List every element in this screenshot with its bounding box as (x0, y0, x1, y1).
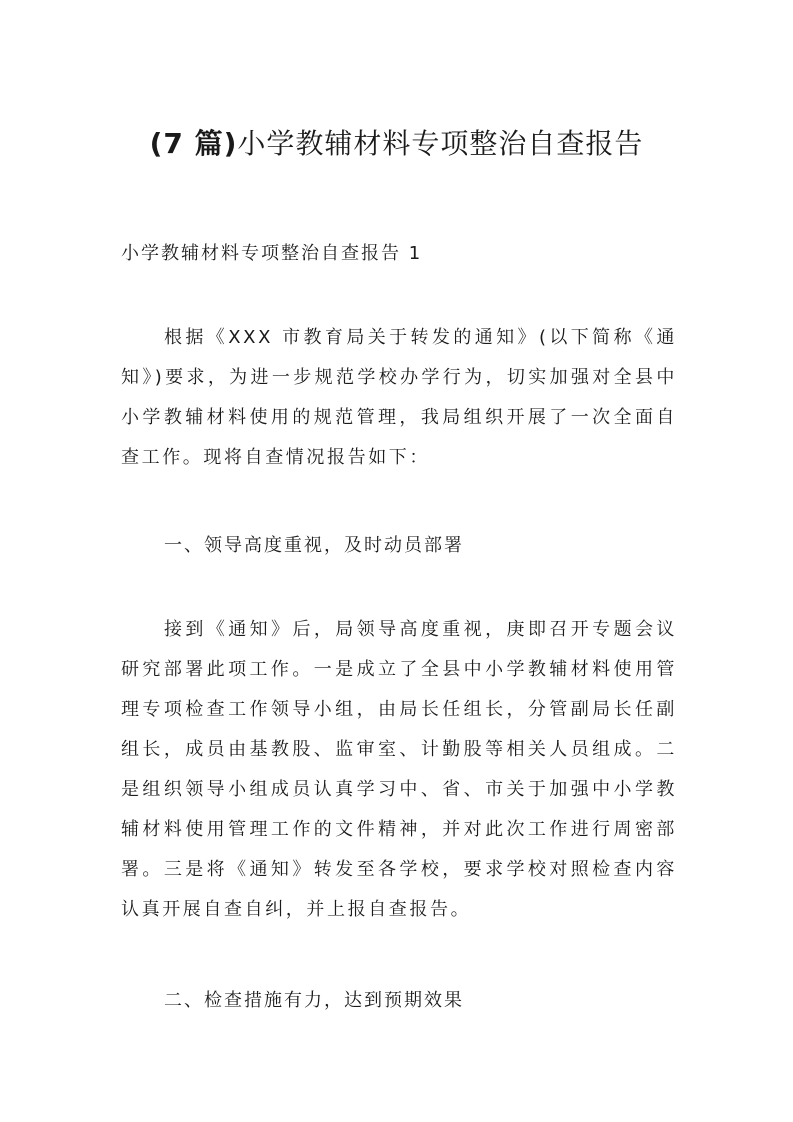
intro-paragraph: 根据《XXX 市教育局关于转发的通知》(以下简称《通知》)要求，为进一步规范学校办学行为，切实加强对全县中小学教辅材料使用的规范管理，我局组织开展了一次全面自查工作。现将自查情况报告如下： (121, 327, 677, 468)
title-prefix: (7 篇) (149, 127, 238, 160)
title-main: 小学教辅材料专项整治自查报告 (237, 127, 644, 160)
section-heading-1: 一、领导高度重视，及时动员部署 (164, 535, 464, 556)
report-subtitle: 小学教辅材料专项整治自查报告 1 (121, 243, 423, 264)
section-1-paragraph: 接到《通知》后，局领导高度重视，庚即召开专题会议研究部署此项工作。一是成立了全县中小学教辅材料使用管理专项检查工作领导小组，由局长任组长，分管副局长任副组长，成员由基教股、监审室、计勤股等相关人员组成。二是组织领导小组成员认真学习中、省、市关于加强中小学教辅材料使用管理工作的文件精神，并对此次工作进行周密部署。三是将《通知》转发至各学校，要求学校对照检查内容认真开展自查自纠，并上报自查报告。 (121, 619, 677, 920)
document-title (0, 124, 793, 164)
section-heading-2: 二、检查措施有力，达到预期效果 (164, 990, 464, 1011)
